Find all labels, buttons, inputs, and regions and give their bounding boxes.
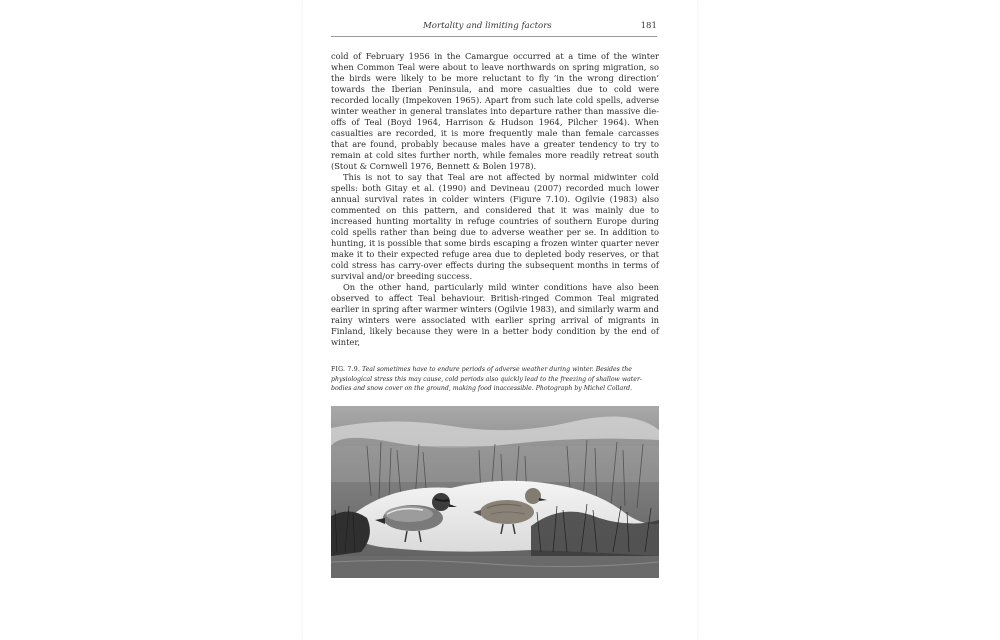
- paragraph: On the other hand, particularly mild winter conditions have also been observed to affect Teal behaviour. British-ringed Common Teal migrated earlier in spring after warmer winters (Ogilvie 1983), and similarly warm and rainy winters were associated with earlier spring arrival of migrants in Finland, likely because they were in a better body condition by the end of winter,: [331, 282, 659, 347]
- teal-photograph: [331, 406, 659, 578]
- figure-caption-text: Teal sometimes have to endure periods of adverse weather during winter. Besides the physiological stress this may cause, cold periods also quickly lead to the freezing of shallow water-bodies and snow cover on the ground, making food inaccessible. Photograph by Michel Collard.: [331, 366, 643, 392]
- running-header: [331, 18, 657, 37]
- photo-illustration: [331, 406, 659, 578]
- body-text: [331, 51, 659, 348]
- paragraph: cold of February 1956 in the Camargue occurred at a time of the winter when Common Teal were about to leave northwards on spring migration, so the birds were likely to be more reluctant to fly ‘in the wrong direction’ towards the Iberian Peninsula, and more casualties due to cold were recorded locally (Impekoven 1965). Apart from such late cold spells, adverse winter weather in general translates into departure rather than massive die-offs of Teal (Boyd 1964, Harrison & Hudson 1964, Pilcher 1964). When casualties are recorded, it is more frequently male than female carcasses that are found, probably because males have a greater tendency to try to remain at cold sites further north, while females more readily retreat south (Stout & Cornwell 1976, Bennett & Bolen 1978).: [331, 51, 659, 171]
- page-number: 181: [640, 21, 657, 31]
- running-title: Mortality and limiting factors: [423, 21, 552, 31]
- figure-label: FIG. 7.9.: [331, 366, 360, 373]
- figure-caption: [331, 365, 661, 394]
- book-page: [303, 0, 697, 640]
- paragraph: This is not to say that Teal are not affected by normal midwinter cold spells: both Gitay et al. (1990) and Devineau (2007) recorded much lower annual survival rates in colder winters (Figure 7.10). Ogilvie (1983) also commented on this pattern, and considered that it was mainly due to increased hunting mortality in refuge countries of southern Europe during cold spells rather than being due to adverse weather per se. In addition to hunting, it is possible that some birds escaping a frozen winter quarter never make it to their expected refuge area due to depleted body reserves, or that cold stress has carry-over effects during the subsequent months in terms of survival and/or breeding success.: [331, 172, 659, 281]
